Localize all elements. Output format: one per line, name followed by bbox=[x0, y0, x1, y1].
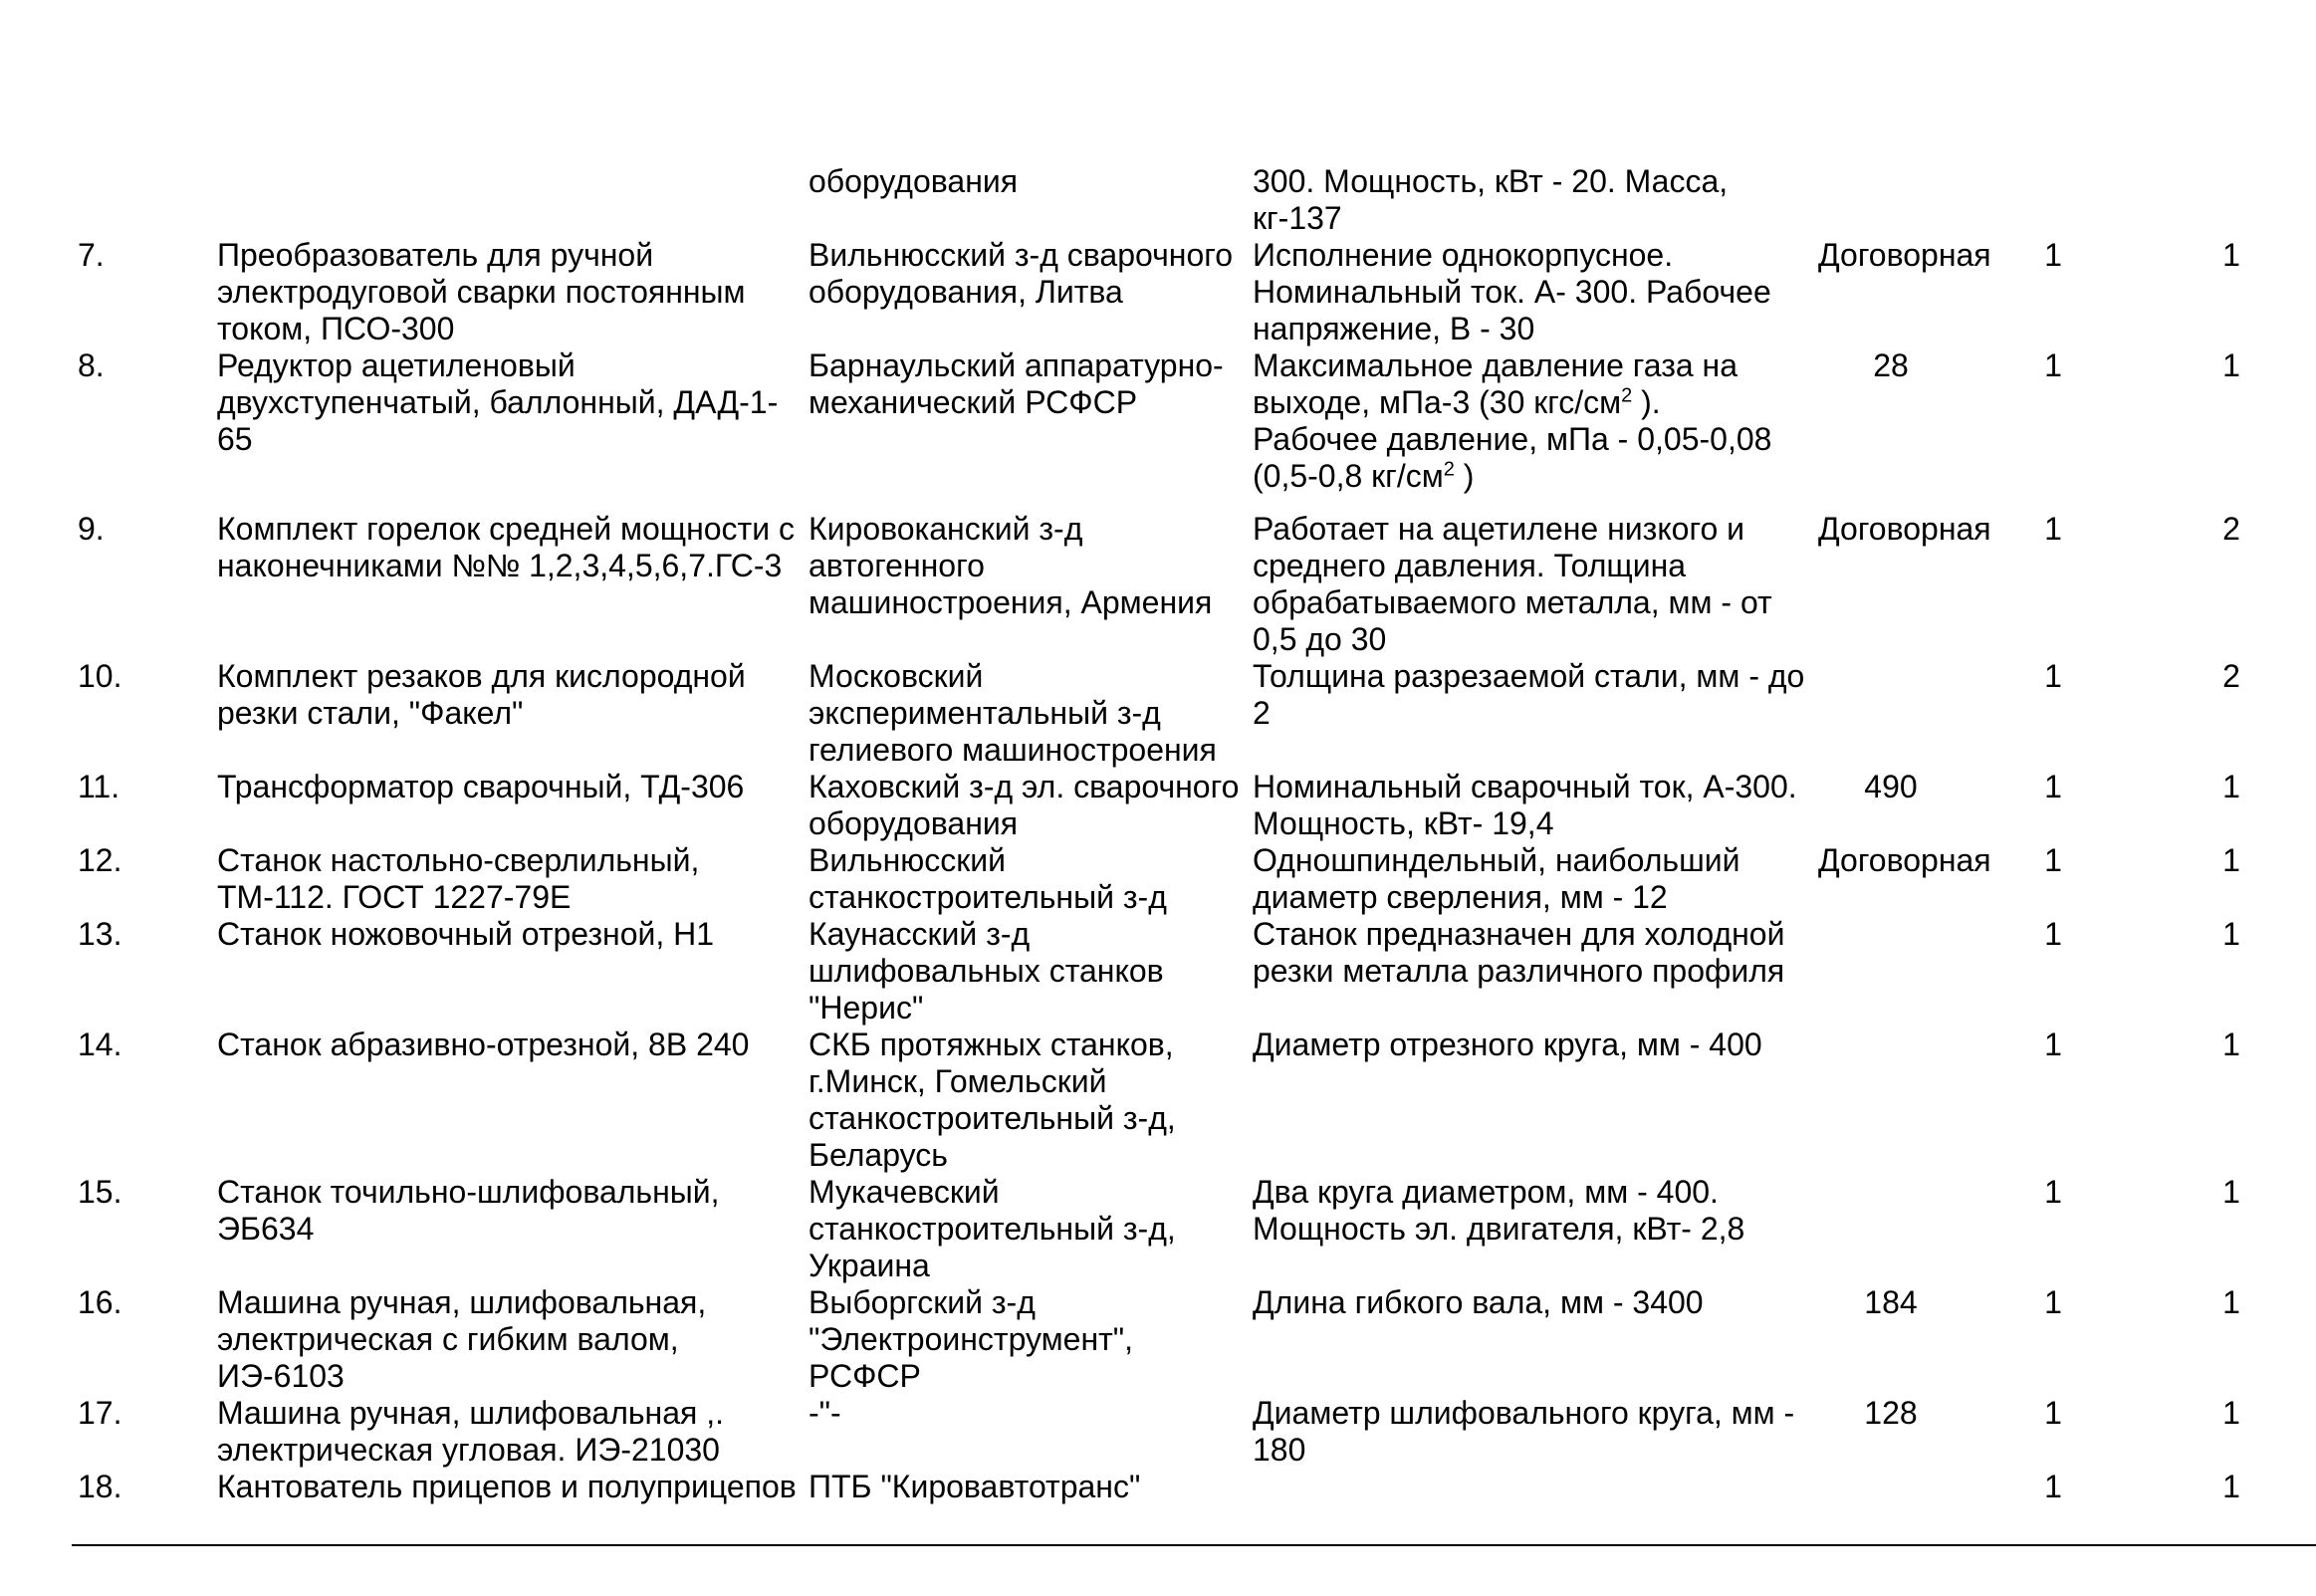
row-number: 10. bbox=[78, 658, 122, 694]
quantity-2: 2 bbox=[2222, 511, 2240, 547]
table-row bbox=[60, 1469, 2316, 1542]
quantity-2: 1 bbox=[2222, 1026, 2240, 1062]
quantity-2: 1 bbox=[2222, 1395, 2240, 1431]
manufacturer: СКБ протяжных станков, г.Минск, Гомельский станкостроительный з-д, Беларусь bbox=[809, 1026, 1176, 1173]
table-row bbox=[60, 511, 2316, 658]
equipment-name: Машина ручная, шлифовальная, электрическая с гибким валом, ИЭ-6103 bbox=[217, 1284, 707, 1394]
price bbox=[1818, 916, 1964, 1026]
equipment-name: Станок настольно-сверлильный, ТМ-112. ГОСТ 1227-79Е bbox=[217, 842, 700, 915]
specification: Работает на ацетилене низкого и среднего давления. Толщина обрабатываемого металла, мм - от 0,5 до 30 bbox=[1253, 511, 1772, 657]
quantity-2: 1 bbox=[2222, 347, 2240, 383]
row-number: 15. bbox=[78, 1174, 122, 1210]
table-row bbox=[60, 916, 2316, 1026]
specification: Диаметр отрезного круга, мм - 400 bbox=[1253, 1026, 1762, 1062]
row-number bbox=[60, 163, 217, 237]
table-row bbox=[60, 347, 2316, 511]
manufacturer: Выборгский з-д "Электроинструмент", РСФСР bbox=[809, 1284, 1134, 1394]
price bbox=[1818, 1469, 1964, 1542]
price: 28 bbox=[1873, 347, 1909, 383]
equipment-name: Комплект резаков для кислородной резки стали, "Факел" bbox=[217, 658, 746, 731]
specification bbox=[1253, 347, 1818, 511]
price: Договорная bbox=[1818, 511, 1991, 547]
table-row bbox=[60, 237, 2316, 347]
table-row bbox=[60, 1284, 2316, 1395]
quantity-1 bbox=[1964, 163, 2143, 237]
quantity-1: 1 bbox=[2044, 1026, 2062, 1062]
row-number: 12. bbox=[78, 842, 122, 878]
equipment-name: Станок абразивно-отрезной, 8В 240 bbox=[217, 1026, 750, 1062]
specification: Толщина разрезаемой стали, мм - до 2 bbox=[1253, 658, 1805, 731]
manufacturer: оборудования bbox=[809, 163, 1019, 199]
quantity-1: 1 bbox=[2044, 347, 2062, 383]
spec-line-2: Рабочее давление, мПа - 0,05-0,08 (0,5-0,8 $кг/см^2$ ) bbox=[1253, 421, 1772, 494]
quantity-2: 1 bbox=[2222, 916, 2240, 952]
price bbox=[1818, 1174, 1964, 1284]
price: 490 bbox=[1864, 769, 1918, 804]
quantity-1: 1 bbox=[2044, 511, 2062, 547]
manufacturer: -"- bbox=[809, 1395, 841, 1431]
quantity-2: 1 bbox=[2222, 237, 2240, 273]
row-number: 9. bbox=[78, 511, 105, 547]
manufacturer: Мукачевский станкостроительный з-д, Украина bbox=[809, 1174, 1176, 1283]
row-number: 17. bbox=[78, 1395, 122, 1431]
specification: Два круга диаметром, мм - 400. Мощность эл. двигателя, кВт- 2,8 bbox=[1253, 1174, 1745, 1247]
quantity-1: 1 bbox=[2044, 237, 2062, 273]
manufacturer: Вильнюсский станкостроительный з-д bbox=[809, 842, 1167, 915]
spec-line-1: Максимальное давление газа на выходе, мПа-3 (30 кгс/$см^2$ ). bbox=[1253, 347, 1738, 420]
row-number: 8. bbox=[78, 347, 105, 383]
quantity-1: 1 bbox=[2044, 842, 2062, 878]
table-row bbox=[60, 163, 2316, 237]
manufacturer: Вильнюсский з-д сварочного оборудования, Литва bbox=[809, 237, 1233, 310]
equipment-name: Станок ножовочный отрезной, Н1 bbox=[217, 916, 715, 952]
equipment-name: Станок точильно-шлифовальный, ЭБ634 bbox=[217, 1174, 720, 1247]
specification: Длина гибкого вала, мм - 3400 bbox=[1253, 1284, 1704, 1320]
equipment-name: Кантователь прицепов и полуприцепов bbox=[217, 1469, 797, 1504]
price: Договорная bbox=[1818, 237, 1991, 273]
row-number: 18. bbox=[78, 1469, 122, 1504]
specification: Одношпиндельный, наибольший диаметр сверления, мм - 12 bbox=[1253, 842, 1740, 915]
equipment-name: Машина ручная, шлифовальная ,. электрическая угловая. ИЭ-21030 bbox=[217, 1395, 724, 1468]
specification bbox=[1253, 1469, 1818, 1542]
quantity-1: 1 bbox=[2044, 916, 2062, 952]
manufacturer: Кировоканский з-д автогенного машиностроения, Армения bbox=[809, 511, 1213, 620]
quantity-1: 1 bbox=[2044, 1174, 2062, 1210]
price bbox=[1818, 658, 1964, 769]
row-number: 16. bbox=[78, 1284, 122, 1320]
price: 128 bbox=[1864, 1395, 1918, 1431]
manufacturer: Каунасский з-д шлифовальных станков "Нерис" bbox=[809, 916, 1164, 1026]
quantity-2: 1 bbox=[2222, 769, 2240, 804]
manufacturer: Московский экспериментальный з-д гелиевого машиностроения bbox=[809, 658, 1217, 768]
bottom-rule bbox=[72, 1544, 2316, 1546]
specification: Станок предназначен для холодной резки металла различного профиля bbox=[1253, 916, 1785, 989]
quantity-1: 1 bbox=[2044, 769, 2062, 804]
table-row bbox=[60, 769, 2316, 842]
equipment-name: Преобразователь для ручной электродуговой сварки постоянным током, ПСО-300 bbox=[217, 237, 746, 346]
manufacturer: ПТБ "Кировавтотранс" bbox=[809, 1469, 1141, 1504]
price bbox=[1818, 1026, 1964, 1174]
table-row bbox=[60, 842, 2316, 916]
equipment-name: Редуктор ацетиленовый двухступенчатый, баллонный, ДАД-1-65 bbox=[217, 347, 779, 457]
row-number: 14. bbox=[78, 1026, 122, 1062]
quantity-1: 1 bbox=[2044, 1469, 2062, 1504]
quantity-2: 1 bbox=[2222, 842, 2240, 878]
quantity-2: 1 bbox=[2222, 1174, 2240, 1210]
quantity-2: 2 bbox=[2222, 658, 2240, 694]
table-row bbox=[60, 1174, 2316, 1284]
price: Договорная bbox=[1818, 842, 1991, 878]
equipment-name: Трансформатор сварочный, ТД-306 bbox=[217, 769, 745, 804]
price: 184 bbox=[1864, 1284, 1918, 1320]
quantity-1: 1 bbox=[2044, 1395, 2062, 1431]
row-number: 11. bbox=[78, 769, 120, 804]
specification: Исполнение однокорпусное. Номинальный ток. А- 300. Рабочее напряжение, В - 30 bbox=[1253, 237, 1771, 346]
quantity-1: 1 bbox=[2044, 1284, 2062, 1320]
manufacturer: Барнаульский аппаратурно-механический РСФСР bbox=[809, 347, 1224, 420]
quantity-2 bbox=[2143, 163, 2316, 237]
table-row bbox=[60, 658, 2316, 769]
equipment-table bbox=[60, 163, 2316, 1542]
specification: Номинальный сварочный ток, А-300. Мощность, кВт- 19,4 bbox=[1253, 769, 1797, 841]
equipment-name bbox=[217, 163, 809, 237]
specification: 300. Мощность, кВт - 20. Масса, кг-137 bbox=[1253, 163, 1729, 236]
quantity-2: 1 bbox=[2222, 1284, 2240, 1320]
equipment-name: Комплект горелок средней мощности с наконечниками №№ 1,2,3,4,5,6,7.ГС-3 bbox=[217, 511, 795, 583]
price bbox=[1818, 163, 1964, 237]
manufacturer: Каховский з-д эл. сварочного оборудования bbox=[809, 769, 1240, 841]
quantity-2: 1 bbox=[2222, 1469, 2240, 1504]
row-number: 13. bbox=[78, 916, 122, 952]
specification: Диаметр шлифовального круга, мм - 180 bbox=[1253, 1395, 1795, 1468]
table-row bbox=[60, 1395, 2316, 1469]
row-number: 7. bbox=[78, 237, 105, 273]
table-row bbox=[60, 1026, 2316, 1174]
quantity-1: 1 bbox=[2044, 658, 2062, 694]
